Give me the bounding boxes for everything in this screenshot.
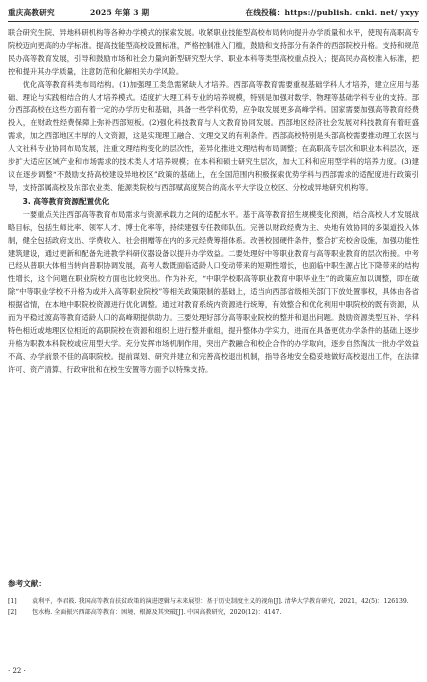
reference-item bbox=[8, 596, 419, 607]
reference-number: [1] bbox=[8, 598, 17, 605]
section-heading: 3. 高等教育资源配置优化 bbox=[22, 196, 110, 206]
references-title: 参考文献： bbox=[8, 579, 46, 588]
header-rule bbox=[8, 21, 419, 22]
references-list bbox=[8, 596, 419, 618]
reference-text: 包水梅. 全面振兴西部高等教育：困境、根源及其突破[J]. 中国高教研究，2020(12)：4147. bbox=[32, 609, 282, 616]
reference-text: 袁利平，李君筱. 我国高等教育扶贫政策的演进逻辑与未来展望：基于历史制度主义的视角[J]. 清华大学教育研究，2021，42(5)：126139. bbox=[32, 598, 409, 605]
paragraph: 联合研究生院、异地科研机构等各种办学模式的探索发展。收紧职业技能型高校布局转向提升办学质量和水平，使现有高职高专院校迈向更高的办学标准。提高技能型高校设置标准，严格控制准入门槛，鼓励和支持部分有条件的西部院校升格。支持和规范民办高等教育发展，引导和鼓励市场和社会力量向新型研究型大学、职业本科等类型高校重点投入；提高民办高校准入标准，把控和提升其办学质量，注意防范和化解相关办学风险。 bbox=[8, 28, 419, 76]
paragraph: 优化高等教育科类布局结构。(1)加强理工类急需紧缺人才培养。西部高等教育需要重视基础学科人才培养，建立应用与基础、理论与实践相结合的人才培养模式。适度扩大理工科专业的培养规模，特别是加强对数学、物理等基础学科专业的支持。部分西部高校在这些方面有着一定的办学历史和基础，具备一些学科优势，应争取发展更多高峰学科。国家需要加强高等教育经费投入，在财政性经费保障上弥补西部短板。(2)强化科技教育与人文教育协同发展。西部地区经济社会发展对科技教育有着旺盛需求，加之西部地区丰厚的人文资源，这是实现理工融合、文理交叉的有利条件。西部高校特别是头部高校需要推动理工农医与人文社科专业协同布局发展，注重文理结构变化的层次性，差异化推进文理结构布局调整；在高职高专层次和职业本科层次，逐步扩大适应区域产业和市场需求的技术类人才培养规模；在本科和硕士研究生层次，加大工科和应用型学科的培养力度。(3)建议在逐步调整“不鼓励支持高校建设异地校区”政策的基础上，在全国范围内积极探索优势学科与西部需求的适配度进行政策引导，支持部属高校及东部农业类、能源类院校与西部赋高度契合的高水平大学设立校区、分校或异地研究机构等。 bbox=[8, 79, 419, 192]
running-header bbox=[8, 4, 419, 20]
article-body bbox=[8, 27, 419, 377]
paragraph: 一要重点关注西部高等教育布局需求与资源承载力之间的适配水平。基于高等教育招生规模变化预测，结合高校人才发展战略目标，包括生师比率、领军人才、博士化率等，持续建强专任教师队伍。完善以财政经费为主、央地有效协同的多渠道投入体制，健全包括政府支出、学费收入、社会捐赠等在内的多元经费筹措体系。改善校园硬件条件，整合扩充校舍设施，加强功能性建筑建设，通过更新和配备先进教学科研仪器设备以提升办学效益。二要处理好中等职业教育与高等职业教育的层次衔接。中考已经从普职大体相当转向普职协调发展，高考人数既面临适龄人口变动带来的短期性增长，也面临中职生源占比下降带来的结构性增长，这个问题在职业院校方面也比较突出。作为补充，“中职学校职高等职业教育中职毕业生”的政策应加以调整，即在破除“中等职业学校不升格为或并入高等职业院校”等相关政策限制的基础上，适当向西部省级相关部门下放处置事权，具体由各省根据省情，在本地中职院校资源进行优化调整。通过对教育系统内资源进行统筹，有效整合和优化利用中职院校的既有资源，从而为平稳过渡高等教育适龄人口的高峰期提供助力。三要处理好部分高等职业院校的整并和退出问题。鼓励资源类型互补、学科特色相近或地理区位相近的高职院校在资源和组织上进行整并重组，提升整体办学实力，进而在具备更优办学条件的基础上逐步升格为职教本科院校或应用型大学。充分发挥市场机制作用，突出产教融合和校企合作的办学取向，逐步自然淘汰一批办学效益不高、办学前景不佳的高职院校。提前谋划、研究并建立和完善高校退出机制，指导各地安全稳妥地做好高校退出工作，在法律许可、资产清算、行政审批和在校生安置等方面予以特殊支持。 bbox=[8, 209, 419, 374]
reference-number: [2] bbox=[8, 609, 17, 616]
issue-label: 2025 年第 3 期 bbox=[90, 7, 150, 17]
page-number: · 22 · bbox=[8, 667, 26, 675]
journal-name: 重庆高教研究 bbox=[8, 7, 55, 17]
reference-item bbox=[8, 607, 419, 618]
online-submission-url[interactable]: 在线投稿：https://publish. cnki. net/ yxyy bbox=[245, 7, 419, 17]
